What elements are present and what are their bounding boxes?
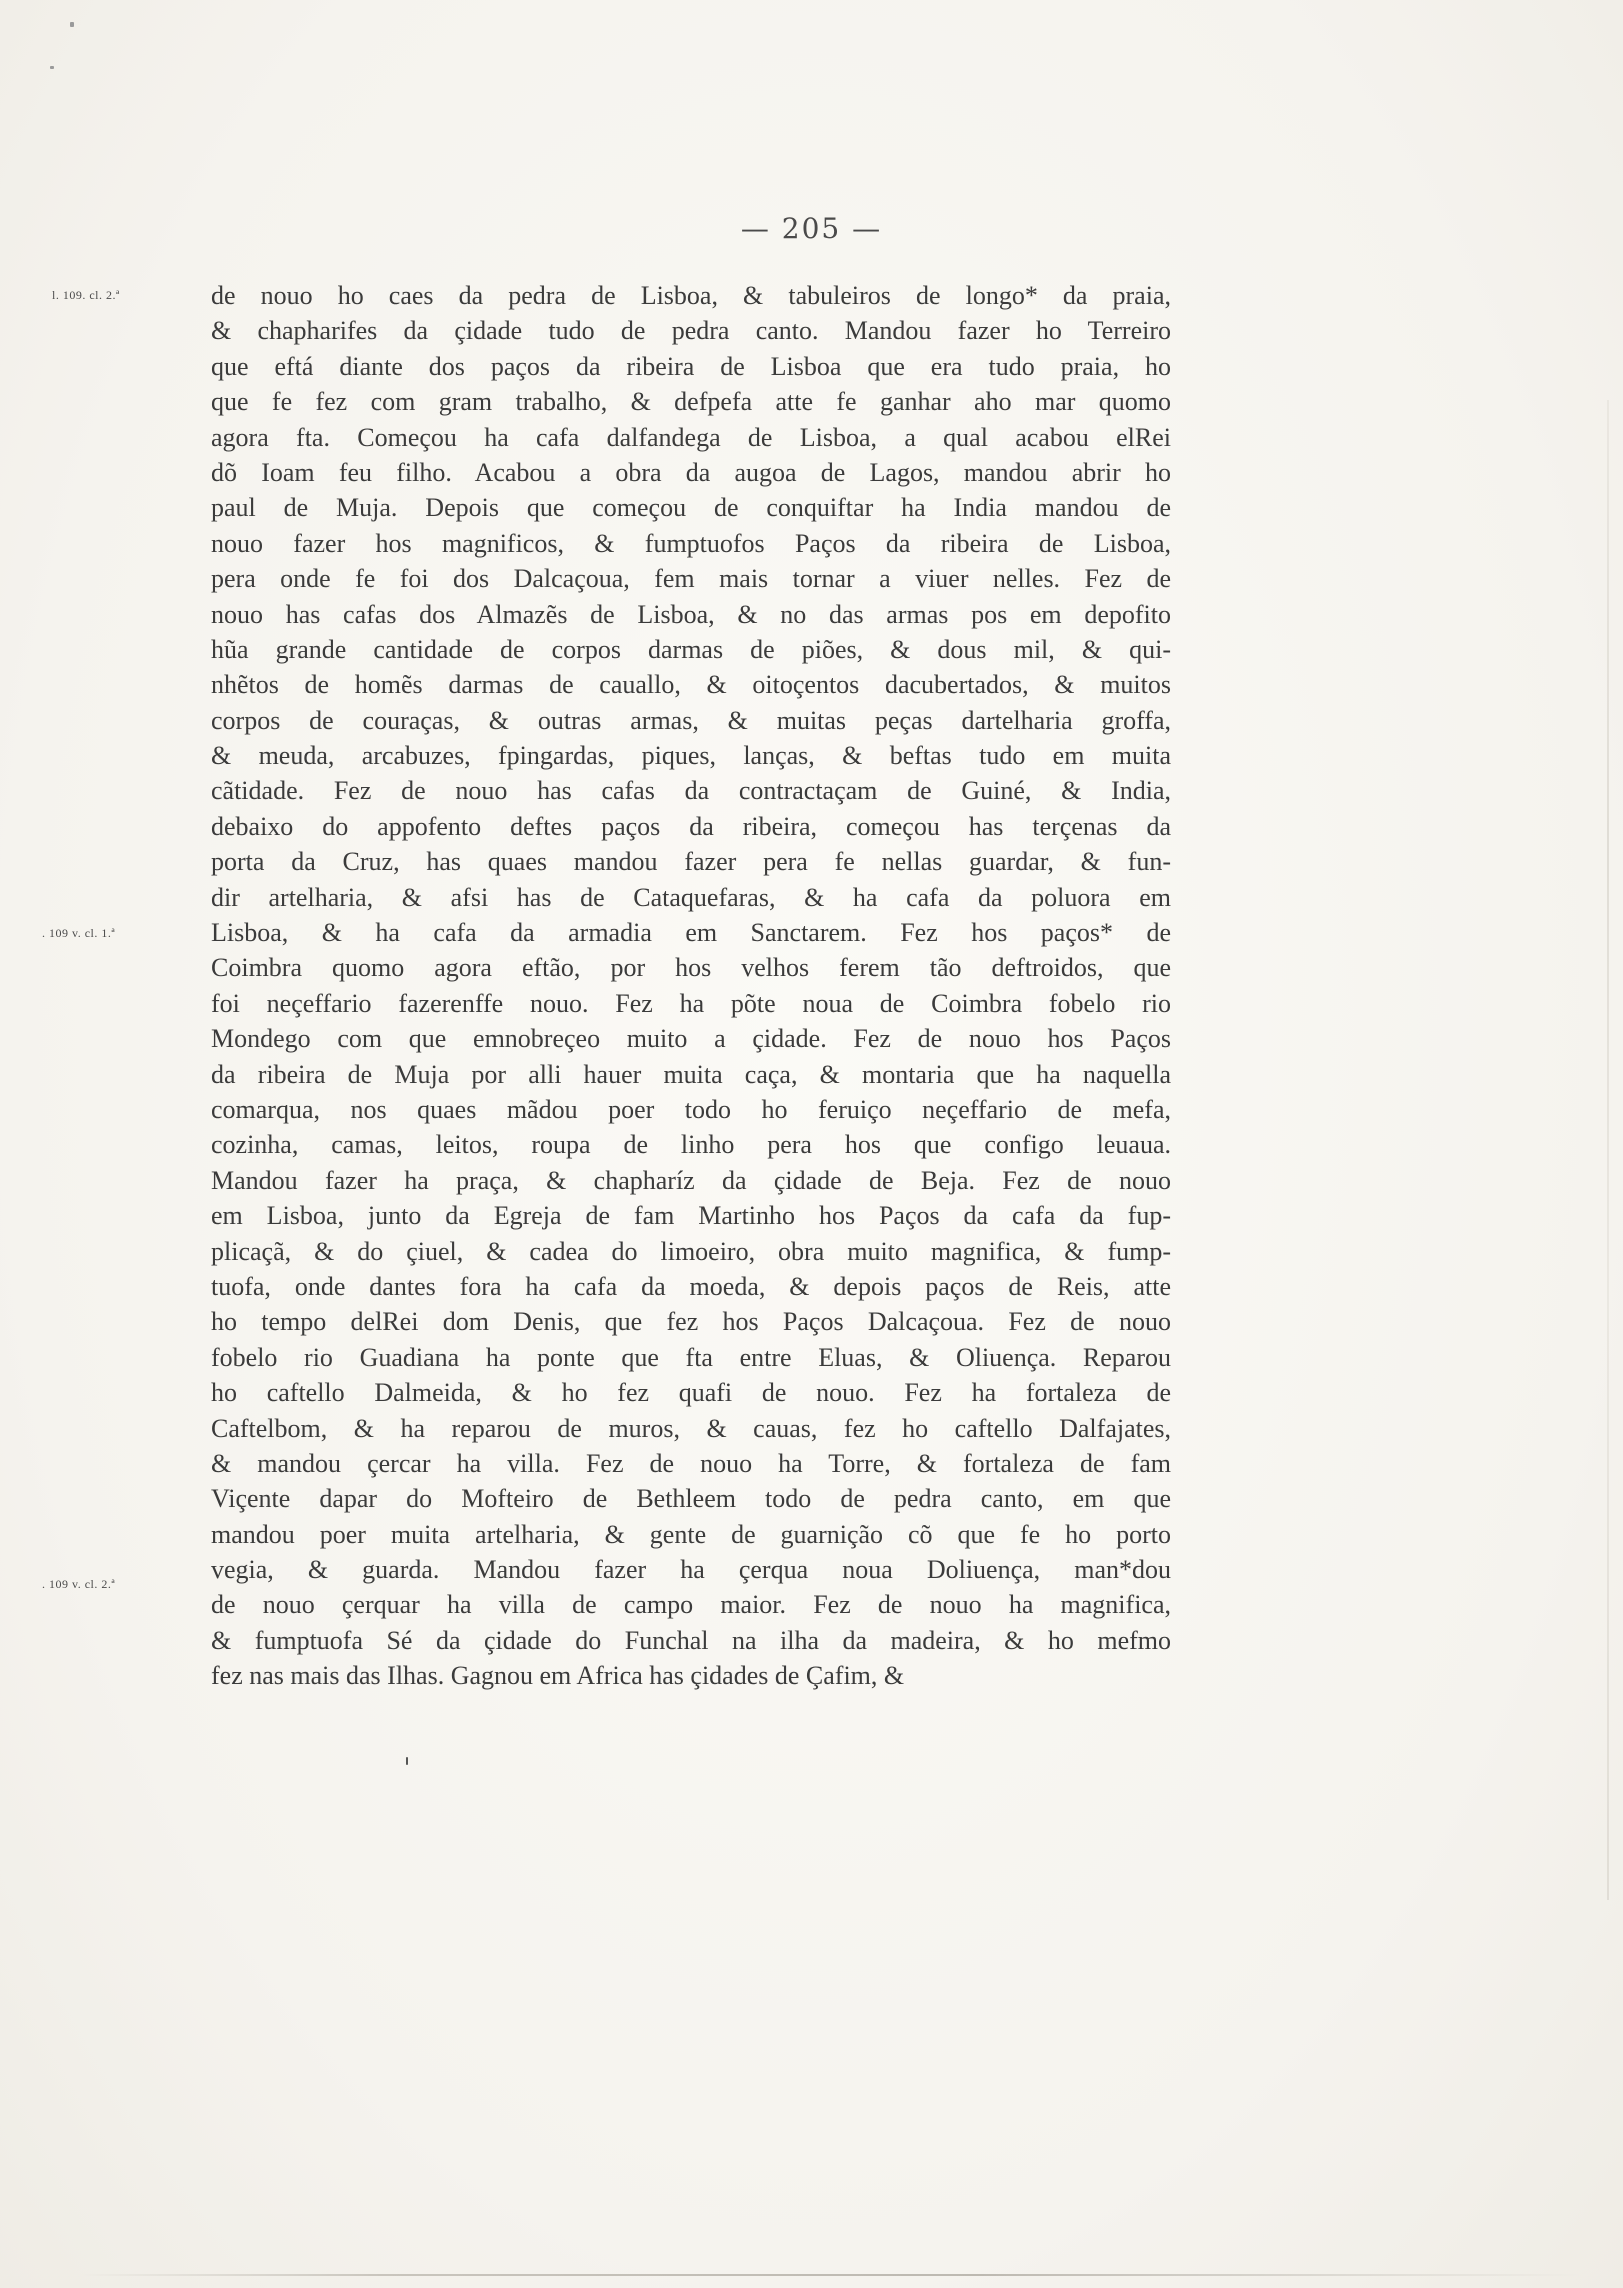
text-line: nouo has cafas dos Almazẽs de Lisboa, & no das armas pos em depofito [211, 599, 1171, 629]
text-line: Viçente dapar do Mofteiro de Bethleem todo de pedra canto, em que [211, 1484, 1171, 1514]
text-line: Coimbra quomo agora eftão, por hos velhos ferem tão deftroidos, que [211, 953, 1171, 983]
text-line: debaixo do appofento deftes paços da ribeira, começou has terçenas da [211, 811, 1171, 841]
text-line: que fe fez com gram trabalho, & defpefa atte fe ganhar aho mar quomo [211, 387, 1171, 417]
text-line: fobelo rio Guadiana ha ponte que fta entre Eluas, & Oliuença. Reparou [211, 1342, 1171, 1372]
page-edge-shadow [1607, 400, 1609, 1900]
text-line: cãtidade. Fez de nouo has cafas da contractaçam de Guiné, & India, [211, 776, 1171, 806]
text-line: nouo fazer hos magnificos, & fumptuofos Paços da ribeira de Lisboa, [211, 528, 1171, 558]
text-line: ho caftello Dalmeida, & ho fez quafi de nouo. Fez ha fortaleza de [211, 1378, 1171, 1408]
text-line: ho tempo delRei dom Denis, que fez hos Paços Dalcaçoua. Fez de nouo [211, 1307, 1171, 1337]
ink-mark [406, 1757, 408, 1765]
text-line: tuofa, onde dantes fora ha cafa da moeda, & depois paços de Reis, atte [211, 1271, 1171, 1301]
page-bottom-edge [80, 2274, 1580, 2276]
text-line: plicaçã, & do çiuel, & cadea do limoeiro, obra muito magnifica, & fump- [211, 1236, 1171, 1266]
text-line: & meuda, arcabuzes, fpingardas, piques, lanças, & beftas tudo em muita [211, 741, 1171, 771]
text-line: agora fta. Começou ha cafa dalfandega de Lisboa, a qual acabou elRei [211, 422, 1171, 452]
text-line: vegia, & guarda. Mandou fazer ha çerqua noua Doliuença, man*dou [211, 1555, 1171, 1585]
text-line: de nouo çerquar ha villa de campo maior. Fez de nouo ha magnifica, [211, 1590, 1171, 1620]
text-line: nhẽtos de homẽs darmas de cauallo, & oitoçentos dacubertados, & muitos [211, 670, 1171, 700]
text-line: em Lisboa, junto da Egreja de fam Martinho hos Paços da cafa da fup- [211, 1201, 1171, 1231]
text-line: mandou poer muita artelharia, & gente de guarnição cõ que fe ho porto [211, 1519, 1171, 1549]
scan-speck [70, 22, 74, 27]
text-line: & mandou çercar ha villa. Fez de nouo ha Torre, & fortaleza de fam [211, 1448, 1171, 1478]
text-line: & fumptuofa Sé da çidade do Funchal na ilha da madeira, & ho mefmo [211, 1625, 1171, 1655]
margin-note-1: l. 109. cl. 2.ª [52, 288, 120, 302]
text-line: foi neçeffario fazerenffe nouo. Fez ha põte noua de Coimbra fobelo rio [211, 988, 1171, 1018]
text-line: & chapharifes da çidade tudo de pedra canto. Mandou fazer ho Terreiro [211, 316, 1171, 346]
text-line: pera onde fe foi dos Dalcaçoua, fem mais tornar a viuer nelles. Fez de [211, 564, 1171, 594]
text-line: dõ Ioam feu filho. Acabou a obra da augoa de Lagos, mandou abrir ho [211, 457, 1171, 487]
text-line: hũa grande cantidade de corpos darmas de piões, & dous mil, & qui- [211, 634, 1171, 664]
margin-note-3: . 109 v. cl. 2.ª [42, 1577, 116, 1591]
text-line: corpos de couraças, & outras armas, & muitas peças dartelharia groffa, [211, 705, 1171, 735]
text-line: cozinha, camas, leitos, roupa de linho pera hos que configo leuaua. [211, 1130, 1171, 1160]
text-line: Caftelbom, & ha reparou de muros, & cauas, fez ho caftello Dalfajates, [211, 1413, 1171, 1443]
text-line: de nouo ho caes da pedra de Lisboa, & tabuleiros de longo* da praia, [211, 281, 1171, 310]
text-line: dir artelharia, & afsi has de Cataquefaras, & ha cafa da poluora em [211, 882, 1171, 912]
text-line: comarqua, nos quaes mãdou poer todo ho feruiço neçeffario de mefa, [211, 1094, 1171, 1124]
body-text [211, 278, 1171, 1694]
text-line: Lisboa, & ha cafa da armadia em Sanctarem. Fez hos paços* de [211, 918, 1171, 948]
text-line: fez nas mais das Ilhas. Gagnou em Africa has çidades de Çafim, & [211, 1661, 905, 1691]
text-line: Mondego com que emnobreçeo muito a çidade. Fez de nouo hos Paços [211, 1024, 1171, 1054]
page-number: — 205 — [740, 212, 883, 245]
text-line: porta da Cruz, has quaes mandou fazer pera fe nellas guardar, & fun- [211, 847, 1171, 877]
text-line: Mandou fazer ha praça, & chapharíz da çidade de Beja. Fez de nouo [211, 1165, 1171, 1195]
scan-speck [50, 66, 54, 69]
text-line: paul de Muja. Depois que começou de conquiftar ha India mandou de [211, 493, 1171, 523]
text-line: que eftá diante dos paços da ribeira de Lisboa que era tudo praia, ho [211, 351, 1171, 381]
margin-note-2: . 109 v. cl. 1.ª [42, 926, 116, 940]
text-line: da ribeira de Muja por alli hauer muita caça, & montaria que ha naquella [211, 1059, 1171, 1089]
